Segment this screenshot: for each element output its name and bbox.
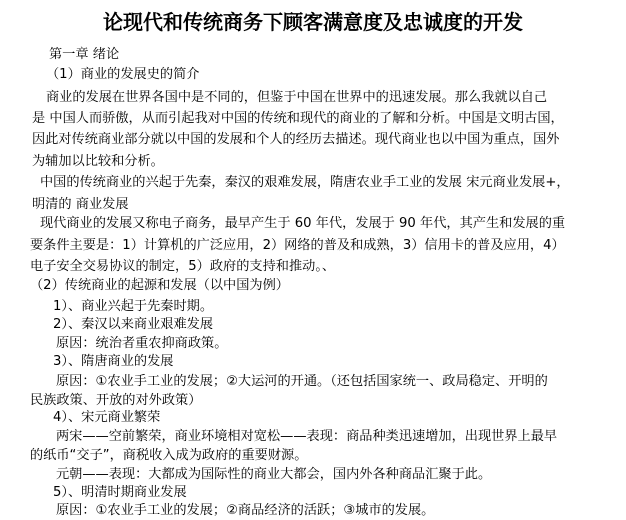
paragraph-line: 原因：①农业手工业的发展；②大运河的开通。（还包括国家统一、政局稳定、开明的 [56,374,548,389]
list-item: 2）、秦汉以来商业艰难发展 [53,317,214,332]
list-item: 3）、隋唐商业的发展 [53,354,174,369]
paragraph-line: 民族政策、开放的对外政策） [30,393,202,408]
document-title: 论现代和传统商务下顾客满意度及忠诚度的开发 [103,10,523,34]
paragraph-line: 是 中国人而骄傲，从而引起我对中国的传统和现代的商业的了解和分析。中国是文明古国， [32,111,564,126]
paragraph-line: 原因：统治者重农抑商政策。 [56,336,228,351]
paragraph-line: 因此对传统商业部分就以中国的发展和个人的经历去描述。现代商业也以中国为重点，国外 [32,132,560,147]
paragraph-line: 要条件主要是：1）计算机的广泛应用，2）网络的普及和成熟，3）信用卡的普及应用，4） [30,238,565,253]
paragraph-line: 元朝——表现：大都成为国际性的商业大都会，国内外各种商品汇聚于此。 [56,467,492,482]
list-item: 5）、明清时期商业发展 [53,485,187,500]
paragraph-line: 为辅加以比较和分析。 [32,154,164,169]
list-item: 4）、宋元商业繁荣 [53,410,161,425]
section-heading: （1）商业的发展史的简介 [46,67,200,82]
paragraph-line: 两宋——空前繁荣，商业环境相对宽松——表现：商品种类迅速增加，出现世界上最早 [56,429,558,444]
list-item: 1）、商业兴起于先秦时期。 [53,299,214,314]
paragraph-line: 的纸币“交子”，商税收入成为政府的重要财源。 [30,448,308,463]
paragraph-line: 现代商业的发展又称电子商务，最早产生于 60 年代，发展于 90 年代，其产生和发展的重 [40,216,566,231]
paragraph-line: 明清的 商业发展 [32,197,129,212]
paragraph-line: 商业的发展在世界各国中是不同的，但鉴于中国在世界中的迅速发展。那么我就以自己 [46,90,548,105]
paragraph-line: 电子安全交易协议的制定，5）政府的支持和推动。、 [30,259,336,274]
paragraph-line: 中国的传统商业的兴起于先秦，秦汉的艰难发展，隋唐农业手工业的发展 宋元商业发展+， [40,175,570,190]
section-heading: （2）传统商业的起源和发展（以中国为例） [30,278,289,293]
chapter-heading: 第一章 绪论 [49,47,120,62]
paragraph-line: 原因：①农业手工业的发展；②商品经济的活跃；③城市的发展。 [56,503,435,518]
